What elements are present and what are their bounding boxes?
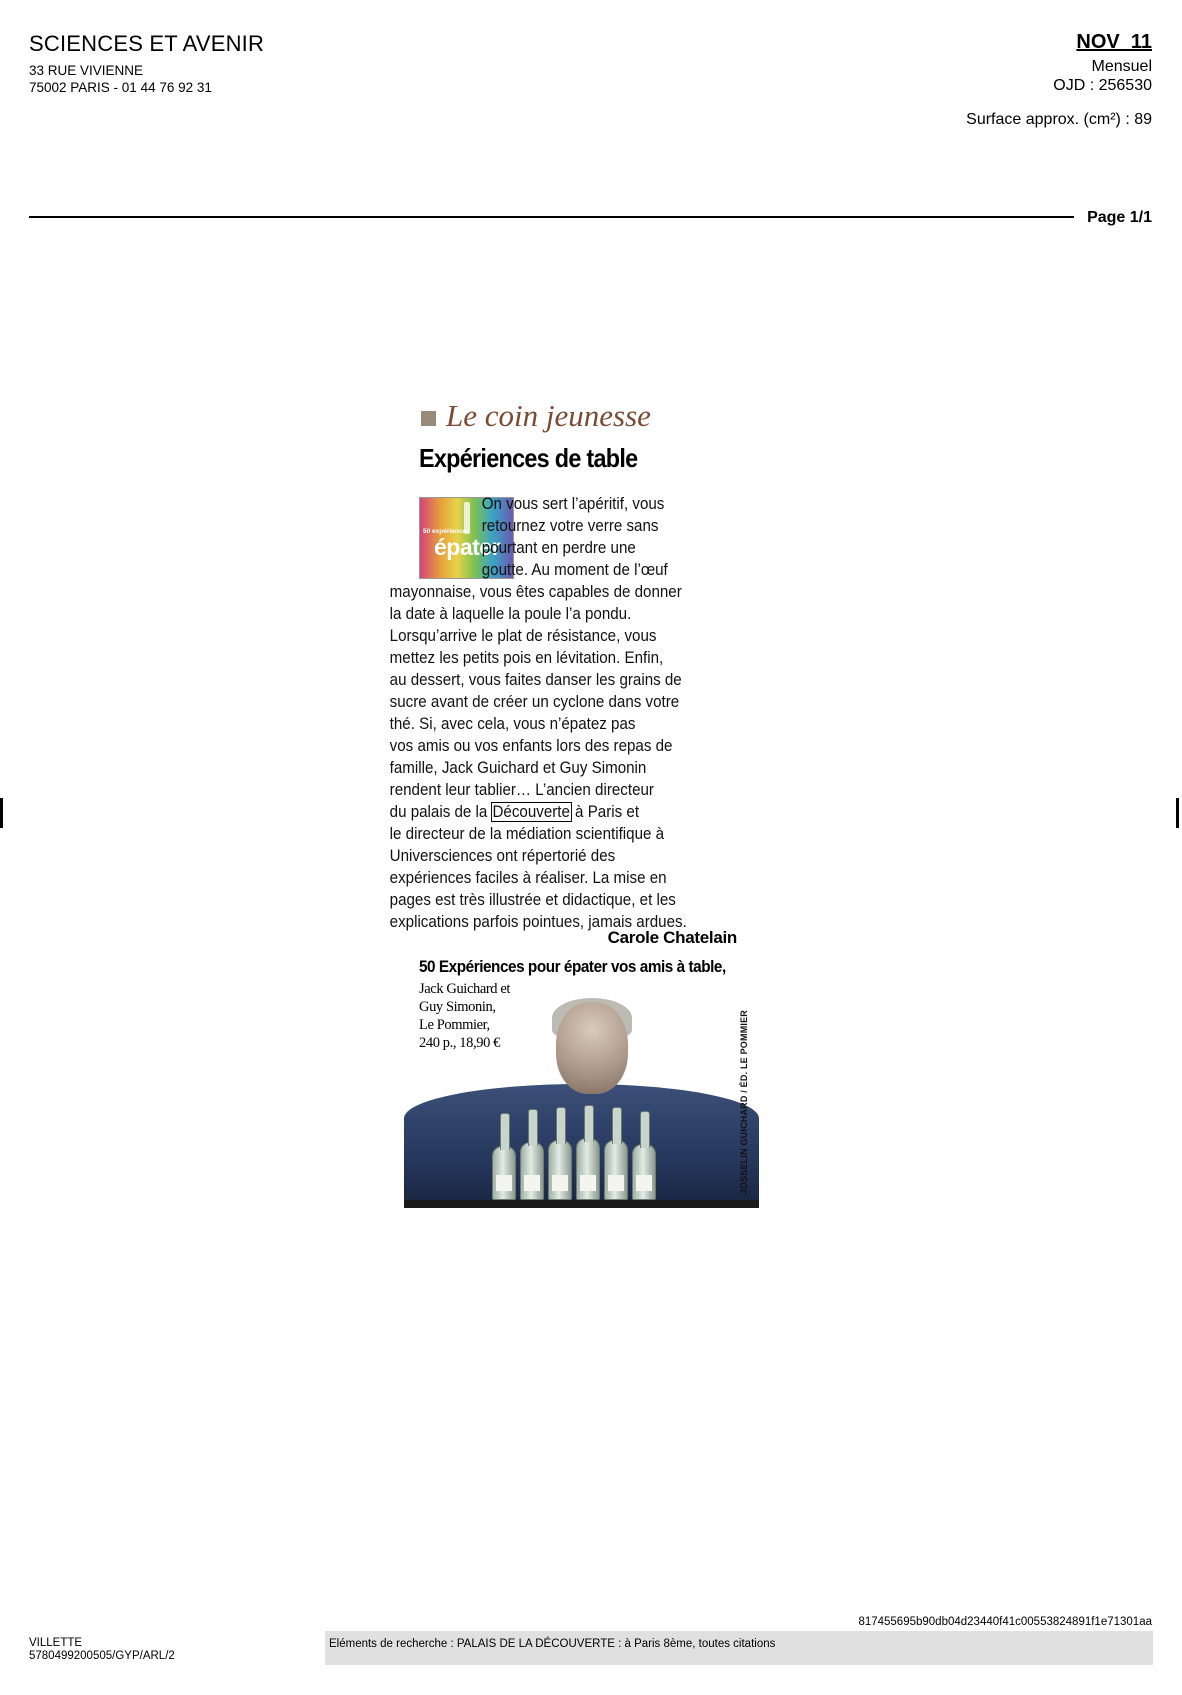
bottle-icon xyxy=(520,1142,544,1200)
body-line: vos amis ou vos enfants lors des repas de xyxy=(389,737,673,755)
body-line: mayonnaise, vous êtes capables de donner xyxy=(389,583,682,601)
body-line: le directeur de la médiation scientifique à xyxy=(389,825,665,843)
left-margin-mark xyxy=(0,798,3,828)
body-line: famille, Jack Guichard et Guy Simonin xyxy=(389,759,647,777)
publication-meta xyxy=(1053,57,1152,95)
cover-small-text: 50 expériences xyxy=(423,528,470,535)
body-line: rendent leur tablier… L’ancien directeur xyxy=(389,781,654,799)
article-author: Carole Chatelain xyxy=(607,928,737,947)
search-elements-text: Eléments de recherche : PALAIS DE LA DÉCOUVERTE : à Paris 8ème, toutes citations xyxy=(329,1638,776,1650)
bottle-icon xyxy=(576,1138,600,1200)
client-code: 5780499200505/GYP/ARL/2 xyxy=(29,1650,175,1662)
rubric-square-icon xyxy=(421,411,436,426)
bottle-icon xyxy=(548,1140,572,1200)
body-line: pourtant en perdre une xyxy=(481,539,636,557)
body-line: On vous sert l’apéritif, vous xyxy=(481,495,665,513)
book-cover-image xyxy=(419,497,514,579)
header-divider xyxy=(29,216,1074,218)
highlighted-search-term: Découverte xyxy=(492,803,570,821)
article-headline: Expériences de table xyxy=(419,443,638,473)
body-line: mettez les petits pois en lévitation. Enfin, xyxy=(389,649,664,667)
address-line-2: 75002 PARIS - 01 44 76 92 31 xyxy=(29,80,212,95)
publication-address xyxy=(29,62,212,96)
book-info-line: Guy Simonin, xyxy=(419,999,496,1015)
frequency: Mensuel xyxy=(1091,58,1152,75)
book-info-line: Jack Guichard et xyxy=(419,981,511,997)
issue-date: NOV 11 xyxy=(1076,31,1152,53)
surface-area: Surface approx. (cm²) : 89 xyxy=(966,111,1152,128)
body-line-start: du palais de la xyxy=(389,803,488,821)
body-line: Universciences ont répertorié des xyxy=(389,847,616,865)
body-line: explications parfois pointues, jamais ardues. xyxy=(389,913,687,931)
body-line: Lorsqu’arrive le plat de résistance, vous xyxy=(389,627,657,645)
document-hash: 817455695b90db04d23440f41c00553824891f1e71301aa xyxy=(858,1616,1152,1628)
table-edge xyxy=(404,1200,759,1208)
address-line-1: 33 RUE VIVIENNE xyxy=(29,63,144,78)
client-reference xyxy=(29,1637,175,1663)
body-line: au dessert, vous faites danser les grains de xyxy=(389,671,682,689)
rubric-title: Le coin jeunesse xyxy=(446,398,651,433)
bottle-icon xyxy=(492,1146,516,1200)
body-line-end: à Paris et xyxy=(575,803,640,821)
book-title: 50 Expériences pour épater vos amis à table, xyxy=(419,957,726,976)
bottle-icon xyxy=(604,1140,628,1200)
body-line: expériences faciles à réaliser. La mise en xyxy=(389,869,667,887)
bottle-icon xyxy=(632,1144,656,1200)
right-margin-mark xyxy=(1176,798,1179,828)
cover-big-text: épater xyxy=(434,534,501,560)
body-line: la date à laquelle la poule l’a pondu. xyxy=(389,605,632,623)
book-info-line: 240 p., 18,90 € xyxy=(419,1035,501,1051)
body-line: retournez votre verre sans xyxy=(481,517,659,535)
photo-credit: JOSSELIN GUICHARD / ÉD. LE POMMIER xyxy=(739,1010,749,1195)
body-line: pages est très illustrée et didactique, et les xyxy=(389,891,676,909)
publication-name: SCIENCES ET AVENIR xyxy=(29,31,265,56)
body-line xyxy=(390,802,639,824)
body-line: goutte. Au moment de l’œuf xyxy=(481,561,668,579)
body-line: sucre avant de créer un cyclone dans votre xyxy=(389,693,680,711)
page-number: Page 1/1 xyxy=(1087,209,1152,226)
book-info xyxy=(419,980,510,1052)
ojd-count: OJD : 256530 xyxy=(1053,77,1152,94)
book-info-line: Le Pommier, xyxy=(419,1017,490,1033)
photo-figure-head xyxy=(556,1002,628,1094)
client-name: VILLETTE xyxy=(29,1637,83,1649)
body-line: thé. Si, avec cela, vous n’épatez pas xyxy=(389,715,636,733)
